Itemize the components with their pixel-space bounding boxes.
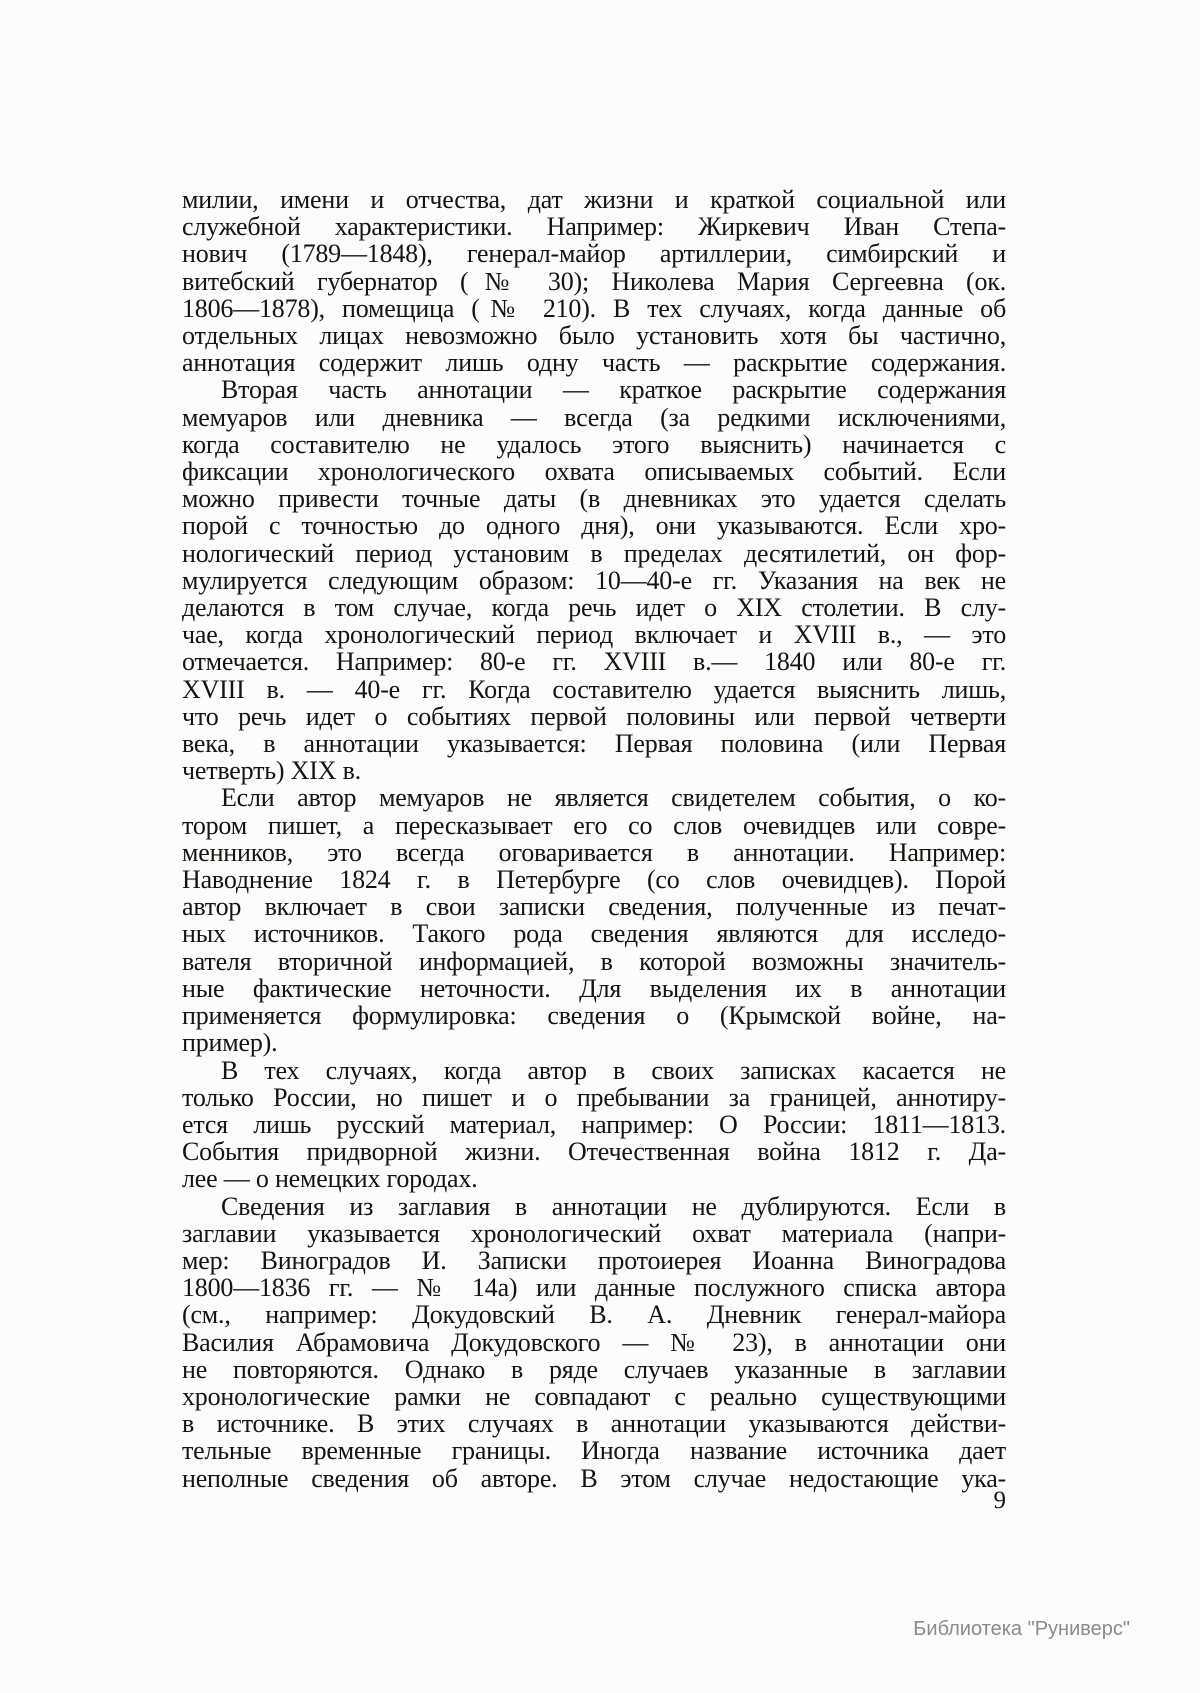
text-line: лее — о немецких городах.	[182, 1164, 478, 1194]
text-line: милии, имени и отчества, дат жизни и краткой социальной или	[182, 185, 1006, 214]
text-line: в источнике. В этих случаях в аннотации указываются действи-	[182, 1409, 1006, 1439]
text-line: аннотация содержит лишь одну часть — раскрытие содержания.	[182, 348, 1006, 378]
paragraph	[182, 784, 1006, 1056]
paragraph	[182, 376, 1006, 784]
text-line: не повторяются. Однако в ряде случаев указанные в заглавии	[182, 1354, 1006, 1384]
text-line: хронологические рамки не совпадают с реально существующими	[182, 1381, 1006, 1411]
text-line: Наводнение 1824 г. в Петербурге (со слов очевидцев). Порой	[182, 865, 1006, 895]
text-line: отмечается. Например: 80-е гг. XVIII в.— 1840 или 80-е гг.	[182, 647, 1006, 677]
text-line: ных источников. Такого рода сведения являются для исследо-	[182, 919, 1006, 949]
text-line: нович (1789—1848), генерал-майор артиллерии, симбирский и	[182, 239, 1006, 269]
text-line: Василия Абрамовича Докудовского — № 23), в аннотации они	[182, 1327, 1006, 1357]
text-line: Если автор мемуаров не является свидетелем события, о ко-	[221, 783, 1006, 813]
text-line: четверть) XIX в.	[182, 756, 361, 786]
text-line: менников, это всегда оговаривается в аннотации. Например:	[182, 837, 1006, 867]
text-line: что речь идет о событиях первой половины или первой четверти	[182, 701, 1006, 731]
text-line: служебной характеристики. Например: Жиркевич Иван Степа-	[182, 212, 1006, 242]
text-line: ные фактические неточности. Для выделения их в аннотации	[182, 973, 1006, 1003]
text-line: витебский губернатор (№ 30); Николева Мария Сергеевна (ок.	[182, 266, 1006, 296]
text-line: применяется формулировка: сведения о (Крымской войне, на-	[182, 1001, 1006, 1031]
text-line: мер: Виноградов И. Записки протоиерея Иоанна Виноградова	[182, 1245, 1006, 1275]
text-line: тельные временные границы. Иногда название источника дает	[182, 1436, 1006, 1466]
text-line: нологический период установим в пределах десятилетий, он фор-	[182, 538, 1006, 568]
text-line: пример).	[182, 1028, 278, 1058]
text-line: можно привести точные даты (в дневниках это удается сделать	[182, 484, 1006, 514]
page-number: 9	[993, 1487, 1006, 1514]
text-line: чае, когда хронологический период включает и XVIII в., — это	[182, 620, 1006, 650]
text-line: XVIII в. — 40-е гг. Когда составителю удается выяснить лишь,	[182, 674, 1006, 704]
paragraph	[182, 1193, 1006, 1492]
text-line: вателя вторичной информацией, в которой возможны значитель-	[182, 946, 1006, 976]
text-line: фиксации хронологического охвата описываемых событий. Если	[182, 457, 1006, 487]
text-line: тором пишет, а пересказывает его со слов очевидцев или совре-	[182, 810, 1006, 840]
text-line: 1806—1878), помещица (№ 210). В тех случаях, когда данные об	[182, 293, 1006, 323]
text-line: События придворной жизни. Отечественная война 1812 г. Да-	[182, 1137, 1006, 1167]
text-line: века, в аннотации указывается: Первая половина (или Первая	[182, 729, 1006, 759]
text-line: Сведения из заглавия в аннотации не дублируются. Если в	[221, 1191, 1006, 1221]
text-line: В тех случаях, когда автор в своих записках касается не	[221, 1055, 1006, 1085]
text-line: мулируется следующим образом: 10—40-е гг. Указания на век не	[182, 565, 1006, 595]
watermark: Библиотека "Руниверс"	[913, 1618, 1130, 1640]
text-line: заглавии указывается хронологический охват материала (напри-	[182, 1218, 1006, 1248]
paragraph	[182, 186, 1006, 376]
text-line: (см., например: Докудовский В. А. Дневник генерал-майора	[182, 1300, 1006, 1330]
paragraph	[182, 1057, 1006, 1193]
text-line: когда составителю не удалось этого выяснить) начинается с	[182, 429, 1006, 459]
text-line: 1800—1836 гг. — № 14а) или данные послужного списка автора	[182, 1273, 1006, 1303]
page-text	[182, 186, 1006, 1492]
text-line: отдельных лицах невозможно было установить хотя бы частично,	[182, 321, 1006, 351]
text-line: автор включает в свои записки сведения, полученные из печат-	[182, 892, 1006, 922]
text-line: неполные сведения об авторе. В этом случае недостающие ука-	[182, 1463, 1006, 1493]
text-line: только России, но пишет и о пребывании за границей, аннотиру-	[182, 1082, 1006, 1112]
text-line: порой с точностью до одного дня), они указываются. Если хро-	[182, 511, 1006, 541]
text-line: мемуаров или дневника — всегда (за редкими исключениями,	[182, 402, 1006, 432]
text-line: ется лишь русский материал, например: О России: 1811—1813.	[182, 1109, 1006, 1139]
text-line: делаются в том случае, когда речь идет о XIX столетии. В слу-	[182, 593, 1006, 623]
text-line: Вторая часть аннотации — краткое раскрытие содержания	[221, 375, 1006, 405]
